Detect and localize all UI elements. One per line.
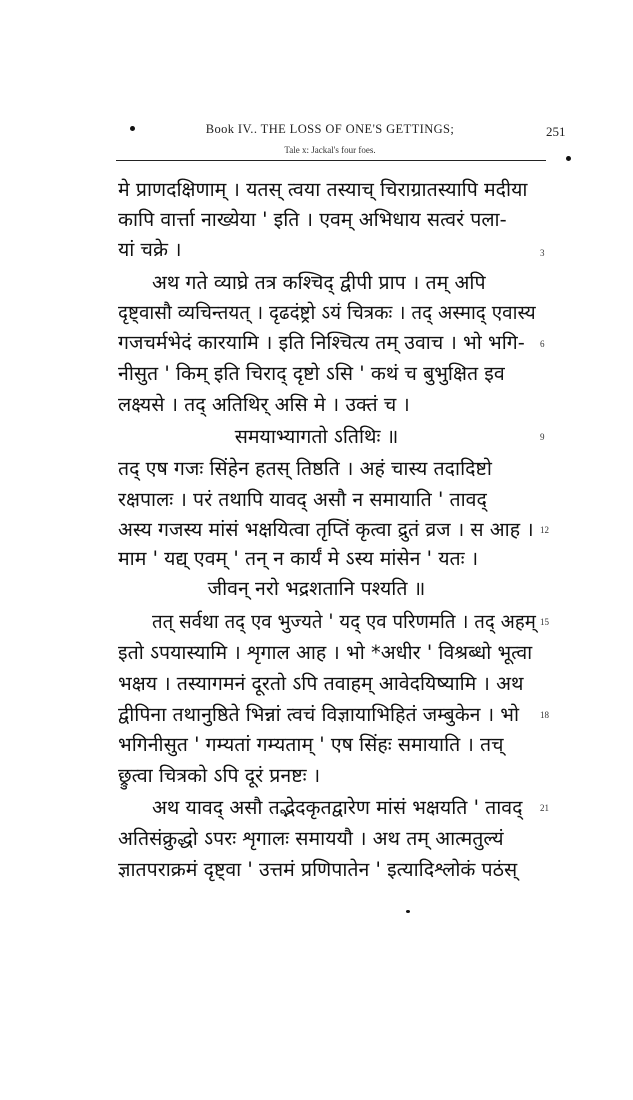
- text-line: रक्षपालः । परं तथापि यावद् असौ न समायाति ' तावद्: [118, 488, 487, 511]
- line-number: 15: [540, 617, 549, 627]
- page-number: 251: [546, 124, 566, 139]
- text-line: छ्रुत्वा चित्रको ऽपि दूरं प्रनष्टः ।: [118, 764, 321, 787]
- text-line: दृष्ट्वासौ व्यचिन्तयत् । दृढदंष्ट्रो ऽयं चित्रकः । तद् अस्माद् एवास्य: [118, 301, 536, 324]
- running-subheader: Tale x: Jackal's four foes.: [284, 145, 376, 155]
- text-line: द्वीपिना तथानुष्ठिते भिन्नां त्वचं विज्ञायाभिहितं जम्बुकेन । भो: [118, 703, 520, 726]
- text-line: नीसुत ' किम् इति चिराद् दृष्टो ऽसि ' कथं च बुभुक्षित इव: [118, 362, 505, 385]
- text-line: अतिसंक्रुद्धो ऽपरः शृगालः समाययौ । अथ तम् आत्मतुल्यं: [118, 827, 504, 850]
- running-header: Book IV.. THE LOSS OF ONE'S GETTINGS;: [205, 122, 455, 136]
- text-line: कापि वार्त्ता नाख्येया ' इति । एवम् अभिधाय सत्वरं पला-: [118, 208, 507, 231]
- text-line: लक्ष्यसे । तद् अतिथिर् असि मे । उक्तं च ।: [118, 393, 410, 416]
- text-line: यां चक्रे ।: [118, 238, 182, 261]
- text-line: गजचर्मभेदं कारयामि । इति निश्चित्य तम् उवाच । भो भगि-: [118, 331, 525, 354]
- header-rule: [116, 160, 546, 161]
- text-line: माम ' यद्य् एवम् ' तन् न कार्यं मे ऽस्य मांसेन ' यतः ।: [118, 547, 479, 570]
- text-line: अथ यावद् असौ तद्भेदकृतद्वारेण मांसं भक्षयति ' तावद्: [152, 796, 523, 819]
- line-number: 18: [540, 710, 549, 720]
- line-number: 9: [540, 432, 545, 442]
- text-line: भगिनीसुत ' गम्यतां गम्यताम् ' एष सिंहः समायाति । तच्: [118, 733, 504, 756]
- text-line: मे प्राणदक्षिणाम् । यतस् त्वया तस्याच् चिराग्रातस्यापि मदीया: [118, 178, 528, 201]
- text-line: इतो ऽपयास्यामि । शृगाल आह । भो *अधीर ' विश्रब्धो भूत्वा: [118, 641, 533, 664]
- text-line: भक्षय । तस्यागमनं दूरतो ऽपि तवाहम् आवेदयिष्यामि । अथ: [118, 672, 524, 695]
- text-line: अथ गते व्याघ्रे तत्र कश्चिद् द्वीपी प्राप । तम् अपि: [152, 271, 486, 294]
- line-number: 12: [540, 525, 549, 535]
- line-number: 6: [540, 339, 545, 349]
- text-line: तत् सर्वथा तद् एव भुज्यते ' यद् एव परिणमति । तद् अहम्: [152, 610, 536, 633]
- verse-line: समयाभ्यागतो ऽतिथिः ॥: [234, 425, 399, 448]
- line-number: 21: [540, 803, 549, 813]
- verse-line: जीवन् नरो भद्रशतानि पश्यति ॥: [207, 577, 426, 600]
- margin-dot: [566, 156, 571, 161]
- text-line: ज्ञातपराक्रमं दृष्ट्वा ' उत्तमं प्रणिपातेन ' इत्यादिश्लोकं पठंस्: [118, 858, 518, 881]
- text-line: अस्य गजस्य मांसं भक्षयित्वा तृप्तिं कृत्वा द्रुतं व्रज । स आह ।: [118, 518, 534, 541]
- text-line: तद् एष गजः सिंहेन हतस् तिष्ठति । अहं चास्य तदादिष्टो: [118, 457, 492, 480]
- line-number: 3: [540, 248, 545, 258]
- margin-dot: [406, 910, 410, 913]
- margin-dot: [130, 126, 135, 131]
